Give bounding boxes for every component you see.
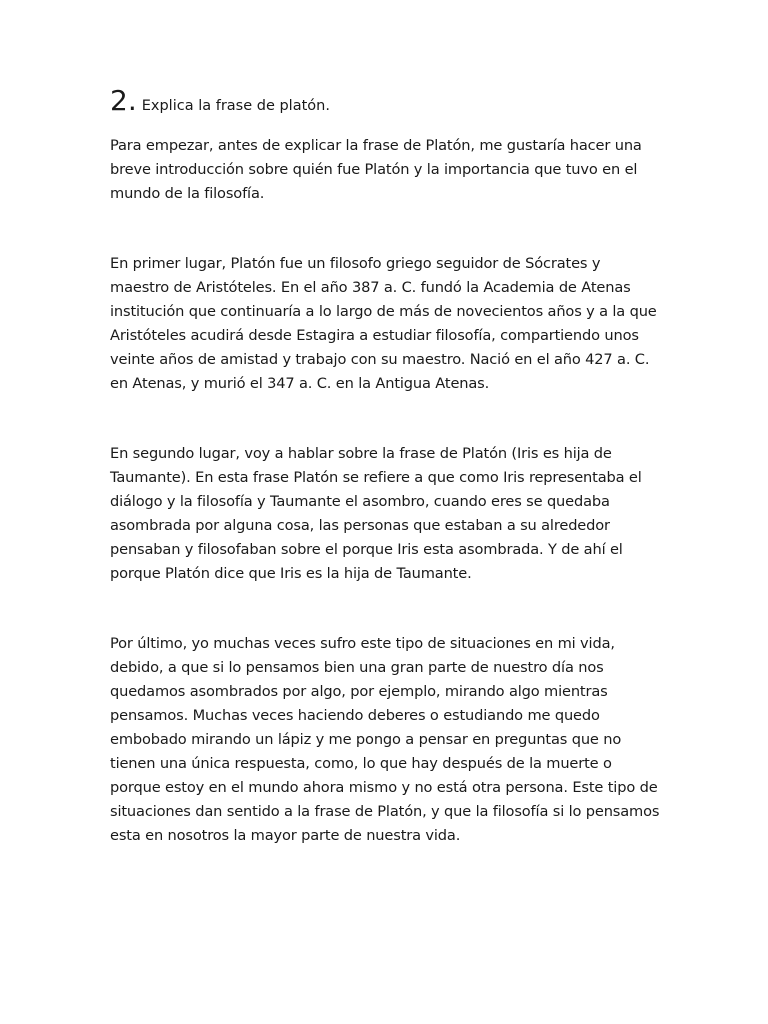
question-heading (110, 84, 662, 118)
paragraph-conclusion: Por último, yo muchas veces sufro este tipo de situaciones en mi vida, debido, a que si lo pensamos bien una gran parte de nuestro día nos quedamos asombrados por algo, por ejemplo, mirando algo mientras pensamos. Muchas veces haciendo deberes o estudiando me quedo embobado mirando un lápiz y me pongo a pensar en preguntas que no tienen una única respuesta, como, lo que hay después de la muerte o porque estoy en el mundo ahora mismo y no está otra persona. Este tipo de situaciones dan sentido a la frase de Platón, y que la filosofía si lo pensamos esta en nosotros la mayor parte de nuestra vida. (110, 635, 660, 844)
question-number: 2. (110, 84, 137, 117)
paragraph-introduction: Para empezar, antes de explicar la frase de Platón, me gustaría hacer una breve introducción sobre quién fue Platón y la importancia que tuvo en el mundo de la filosofía. (110, 137, 642, 202)
paragraph-first-point: En primer lugar, Platón fue un filosofo griego seguidor de Sócrates y maestro de Aristóteles. En el año 387 a. C. fundó la Academia de Atenas institución que continuaría a lo largo de más de novecientos años y a la que Aristóteles acudirá desde Estagira a estudiar filosofía, compartiendo unos veinte años de amistad y trabajo con su maestro. Nació en el año 427 a. C. en Atenas, y murió el 347 a. C. en la Antigua Atenas. (110, 255, 657, 392)
question-title: Explica la frase de platón. (141, 98, 330, 114)
paragraph-second-point: En segundo lugar, voy a hablar sobre la frase de Platón (Iris es hija de Taumante). En esta frase Platón se refiere a que como Iris representaba el diálogo y la filosofía y Taumante el asombro, cuando eres se quedaba asombrada por alguna cosa, las personas que estaban a su alrededor pensaban y filosofaban sobre el porque Iris esta asombrada. Y de ahí el porque Platón dice que Iris es la hija de Taumante. (110, 445, 642, 582)
document-page (110, 84, 662, 848)
